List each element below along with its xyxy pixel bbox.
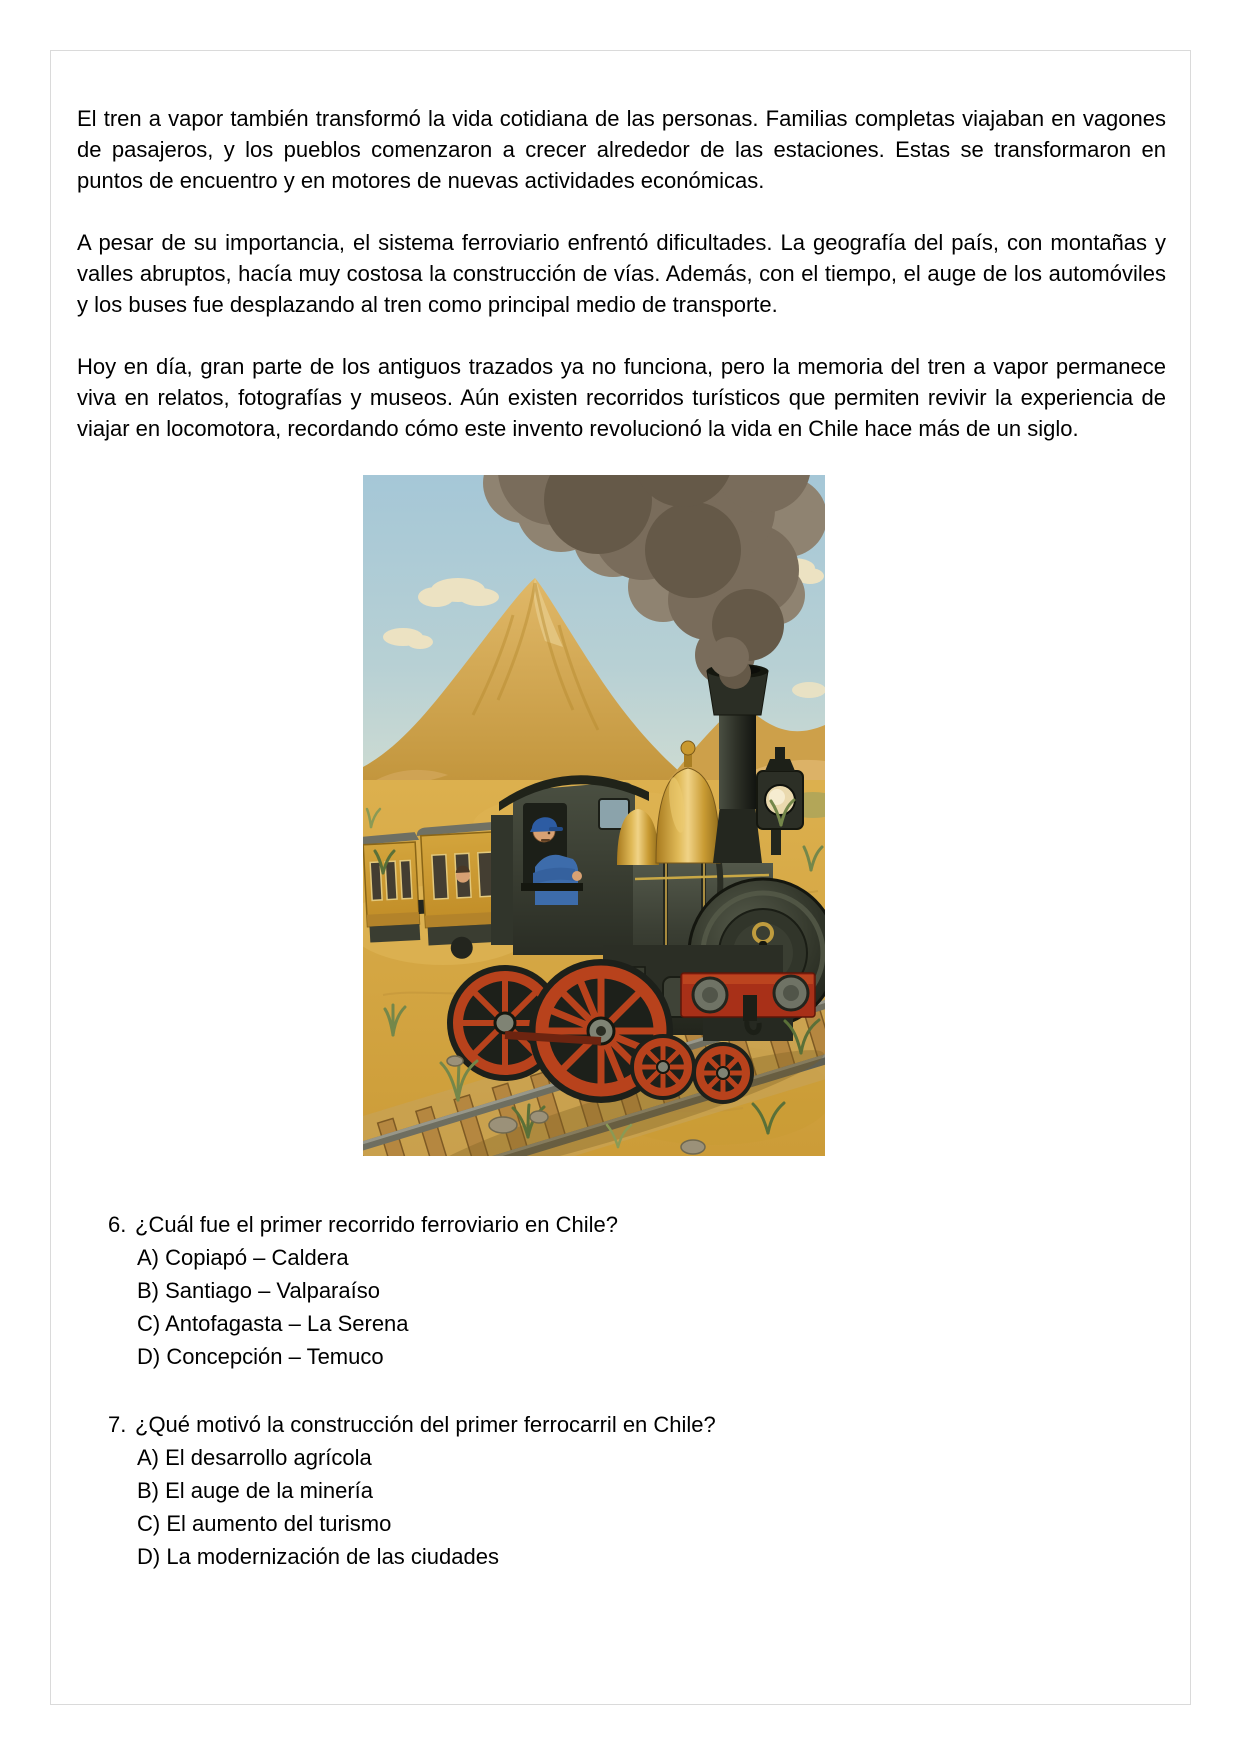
question-7-number: 7. <box>108 1412 127 1437</box>
question-6-option-d: D) Concepción – Temuco <box>137 1344 384 1369</box>
document-page <box>50 50 1191 1705</box>
question-6 <box>77 1208 1166 1373</box>
questions-section <box>77 1208 1166 1573</box>
question-6-options <box>137 1241 1166 1373</box>
pilot-wheel-1 <box>630 1034 696 1100</box>
question-6-option-b: B) Santiago – Valparaíso <box>137 1278 380 1303</box>
question-7-option-c: C) El aumento del turismo <box>137 1511 392 1536</box>
question-7-option-a: A) El desarrollo agrícola <box>137 1445 372 1470</box>
question-7-line <box>77 1408 1166 1441</box>
paragraph-1: El tren a vapor también transformó la vida cotidiana de las personas. Familias completas viajaban en vagones de pasajeros, y los pueblos comenzaron a crecer alrededor de las estaciones. Estas se transformaron en puntos de encuentro y en motores de nuevas actividades económicas. <box>77 106 1166 193</box>
question-7-option-b: B) El auge de la minería <box>137 1478 374 1503</box>
pilot-wheel-2 <box>692 1042 754 1104</box>
question-6-option-a: A) Copiapó – Caldera <box>137 1245 349 1270</box>
train-illustration <box>363 475 825 1156</box>
question-7-options <box>137 1441 1166 1573</box>
question-6-line <box>77 1208 1166 1241</box>
paragraph-2: A pesar de su importancia, el sistema ferroviario enfrentó dificultades. La geografía del país, con montañas y valles abruptos, hacía muy costosa la construcción de vías. Además, con el tiempo, el auge de los automóviles y los buses fue desplazando al tren como principal medio de transporte. <box>77 230 1166 317</box>
question-6-option-c: C) Antofagasta – La Serena <box>137 1311 409 1336</box>
question-7 <box>77 1408 1166 1573</box>
passenger-car-far <box>363 832 424 943</box>
question-7-option-d: D) La modernización de las ciudades <box>137 1544 499 1569</box>
question-7-text: ¿Qué motivó la construcción del primer ferrocarril en Chile? <box>135 1412 716 1437</box>
question-6-number: 6. <box>108 1212 127 1237</box>
steam-train-painting <box>363 475 825 1156</box>
question-6-text: ¿Cuál fue el primer recorrido ferroviario en Chile? <box>135 1212 618 1237</box>
paragraph-3: Hoy en día, gran parte de los antiguos trazados ya no funciona, pero la memoria del tren a vapor permanece viva en relatos, fotografías y museos. Aún existen recorridos turísticos que permiten revivir la experiencia de viajar en locomotora, recordando cómo este invento revolucionó la vida en Chile hace más de un siglo. <box>77 354 1166 441</box>
page-content <box>51 51 1190 1573</box>
